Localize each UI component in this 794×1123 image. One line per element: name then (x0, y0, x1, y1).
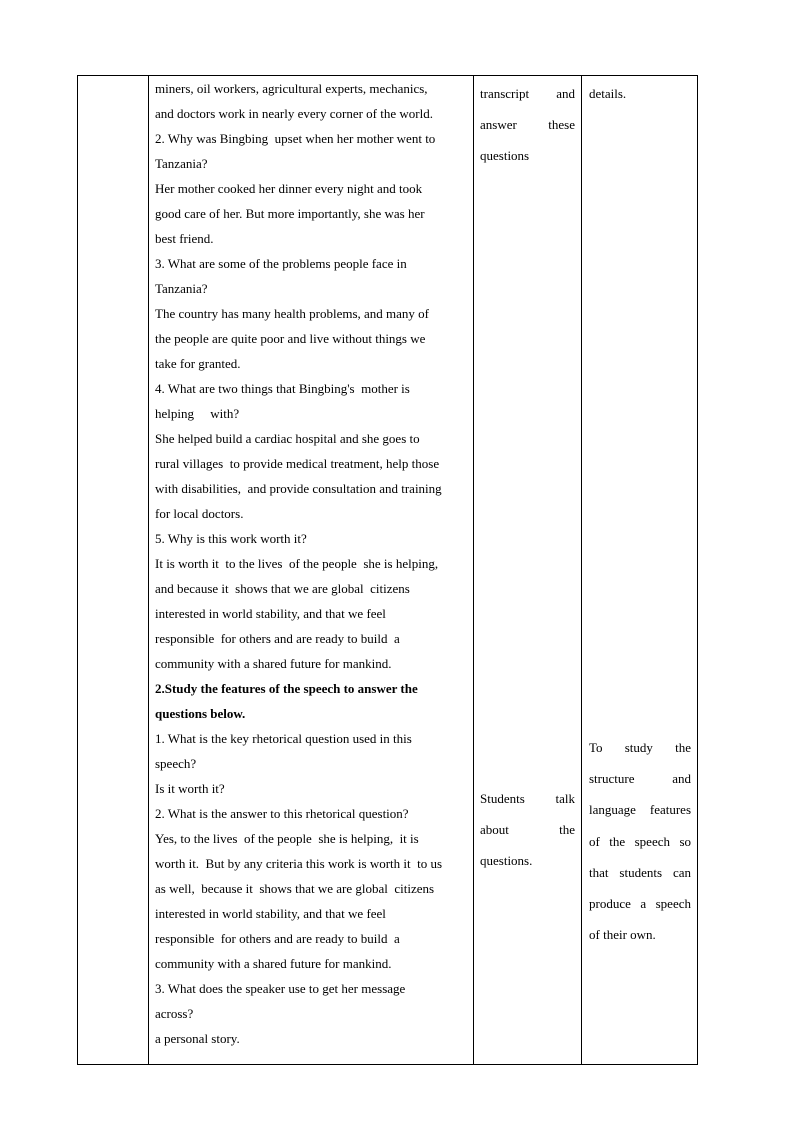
purpose-text-bottom: To study the structure and language features of the speech so that students can produce a speech of their own. (589, 740, 691, 943)
text-line: worth it. But by any criteria this work is worth it to us (155, 856, 443, 871)
text-line: Tanzania? (155, 156, 208, 171)
text-line: rural villages to provide medical treatment, help those (155, 456, 440, 471)
content-cell (149, 76, 474, 1065)
text-line: miners, oil workers, agricultural experts, mechanics, (155, 81, 428, 96)
text-line: She helped build a cardiac hospital and she goes to (155, 431, 420, 446)
section-heading-line: questions below. (155, 706, 246, 721)
text-line: community with a shared future for mankind. (155, 656, 392, 671)
text-line: best friend. (155, 231, 214, 246)
text-line: good care of her. But more importantly, she was her (155, 206, 425, 221)
activity-text-top: transcript and answer these questions (480, 86, 575, 164)
text-line: Her mother cooked her dinner every night and took (155, 181, 423, 196)
text-line: responsible for others and are ready to build a (155, 631, 400, 646)
text-line: 4. What are two things that Bingbing's mother is (155, 381, 410, 396)
text-line: the people are quite poor and live without things we (155, 331, 426, 346)
text-line: a personal story. (155, 1031, 240, 1046)
text-line: and doctors work in nearly every corner of the world. (155, 106, 433, 121)
text-line: Tanzania? (155, 281, 208, 296)
text-line: 3. What does the speaker use to get her message (155, 981, 406, 996)
text-line: 2. What is the answer to this rhetorical question? (155, 806, 409, 821)
purpose-cell (582, 76, 698, 1065)
content-lines (155, 76, 467, 1051)
student-activity-cell (474, 76, 582, 1065)
text-line: across? (155, 1006, 194, 1021)
text-line: and because it shows that we are global citizens (155, 581, 410, 596)
text-line: interested in world stability, and that we feel (155, 906, 386, 921)
text-line: speech? (155, 756, 197, 771)
empty-cell (78, 76, 149, 1065)
text-line: 1. What is the key rhetorical question used in this (155, 731, 412, 746)
text-line: The country has many health problems, and many of (155, 306, 430, 321)
activity-text-bottom: Students talk about the questions. (480, 791, 575, 869)
text-line: It is worth it to the lives of the people she is helping, (155, 556, 439, 571)
text-line: with disabilities, and provide consultation and training (155, 481, 442, 496)
text-line: community with a shared future for mankind. (155, 956, 392, 971)
section-heading-line: 2.Study the features of the speech to answer the (155, 681, 418, 696)
lesson-plan-table (77, 75, 698, 1065)
text-line: helping with? (155, 406, 240, 421)
purpose-text-top: details. (589, 86, 627, 101)
text-line: as well, because it shows that we are global citizens (155, 881, 435, 896)
text-line: interested in world stability, and that we feel (155, 606, 386, 621)
text-line: Yes, to the lives of the people she is helping, it is (155, 831, 419, 846)
text-line: Is it worth it? (155, 781, 225, 796)
text-line: for local doctors. (155, 506, 244, 521)
text-line: 2. Why was Bingbing upset when her mother went to (155, 131, 436, 146)
text-line: 3. What are some of the problems people face in (155, 256, 407, 271)
table-row (78, 76, 698, 1065)
text-line: 5. Why is this work worth it? (155, 531, 307, 546)
text-line: take for granted. (155, 356, 241, 371)
text-line: responsible for others and are ready to build a (155, 931, 400, 946)
